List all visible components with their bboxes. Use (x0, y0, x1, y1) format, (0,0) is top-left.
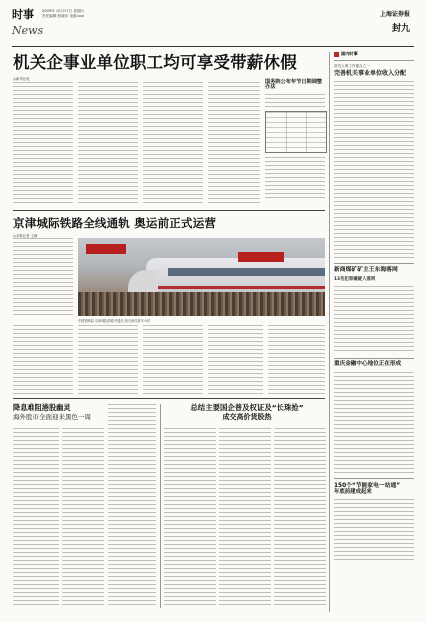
rail-body-col5 (208, 325, 263, 395)
item2-sub: 13名犯罪嫌疑人落网 (334, 276, 376, 282)
lead-body-col1 (13, 82, 73, 206)
sidebar (334, 52, 414, 612)
price-body-col2 (62, 428, 104, 608)
item4-sub: 年底前建成起来 (334, 488, 372, 495)
sidebar-rule-3 (334, 478, 414, 479)
tag-square-icon (334, 52, 339, 57)
sidebar-rule-1 (334, 263, 414, 264)
page-label: 封九 (391, 24, 410, 34)
item1-intro: 讲究人事工作重点之一 (334, 63, 370, 68)
sidebar-rule-2 (334, 358, 414, 359)
rail-headline: 京津城际铁路全线通轨 奥运前正式运营 (13, 216, 217, 230)
lead-body-col2 (78, 82, 138, 206)
date-line: 2009年 10月17日 星期六 (42, 9, 85, 13)
price-body-col3 (108, 404, 156, 608)
lead-headline: 机关企事业单位职工均可享受带薪休假 (13, 53, 297, 72)
rail-body-col6 (268, 325, 325, 395)
item3-body (334, 372, 414, 474)
train-photo (78, 238, 325, 316)
lead-body-col4 (208, 82, 260, 206)
lead-body-col3 (143, 82, 203, 206)
masthead (12, 6, 414, 46)
sidebar-tag (334, 52, 414, 57)
train-window-band (168, 268, 325, 276)
banner-right (238, 252, 284, 262)
item4-headline: 150个“节能家电一站通” (334, 482, 401, 489)
tax-body-col1 (164, 428, 216, 608)
table-intro (265, 94, 325, 108)
lead-byline: ◎新华社电 (13, 77, 30, 81)
section-title: 时事 (12, 8, 34, 21)
rail-bottom-rule (13, 398, 325, 399)
masthead-rule (12, 46, 414, 47)
price-subhead: 海外股市全面迎来黑色一周 (13, 413, 91, 421)
item2-headline: 新商煤矿矿主王东海落网 (334, 267, 398, 274)
tax-subhead: 成交高价货股热 (222, 413, 272, 421)
rail-body-col1 (13, 238, 73, 316)
paper-name: 上海证券报 (379, 11, 410, 18)
train-red-stripe (148, 286, 325, 289)
item1-body (334, 81, 414, 259)
sidebar-tag-label: 国内时事 (341, 51, 358, 57)
rail-byline: ◎本报记者 王颖 (13, 234, 38, 238)
holiday-table (265, 111, 327, 153)
rail-body-col3 (78, 325, 138, 395)
sidebar-tag-rule (334, 60, 414, 61)
crowd (78, 292, 325, 316)
tax-headline: 总结主要国企普及权证及“长珠抢” (190, 403, 304, 412)
tax-body-col2 (219, 428, 271, 608)
table-notes (265, 157, 325, 201)
banner-left (86, 244, 126, 254)
item2-body (334, 286, 414, 354)
tax-body-col3 (274, 428, 326, 608)
holiday-table-box (265, 80, 325, 204)
photo-caption: 中国铁路局 京津城际铁路开通后 到天津仅需半小时 (78, 319, 151, 323)
price-headline: 降息难阻港股幽灵 (13, 403, 71, 412)
price-body-col1 (13, 428, 59, 608)
rail-body-col4 (143, 325, 203, 395)
item3-headline: 重庆金融中心地位正在形成 (334, 361, 402, 368)
table-title: 国务院公布年节日期调整办法 (265, 79, 323, 91)
lead-bottom-rule (13, 210, 325, 211)
right-rail-divider (329, 52, 330, 612)
bottom-divider (160, 404, 161, 608)
rail-body-col2 (13, 325, 73, 395)
section-subtitle: News (12, 24, 44, 37)
item1-headline: 完善机关事业单位收入分配 (334, 69, 407, 77)
editor-line: 责任编辑:张晓乐 电邮:xxx (42, 14, 85, 18)
item4-body (334, 499, 414, 561)
